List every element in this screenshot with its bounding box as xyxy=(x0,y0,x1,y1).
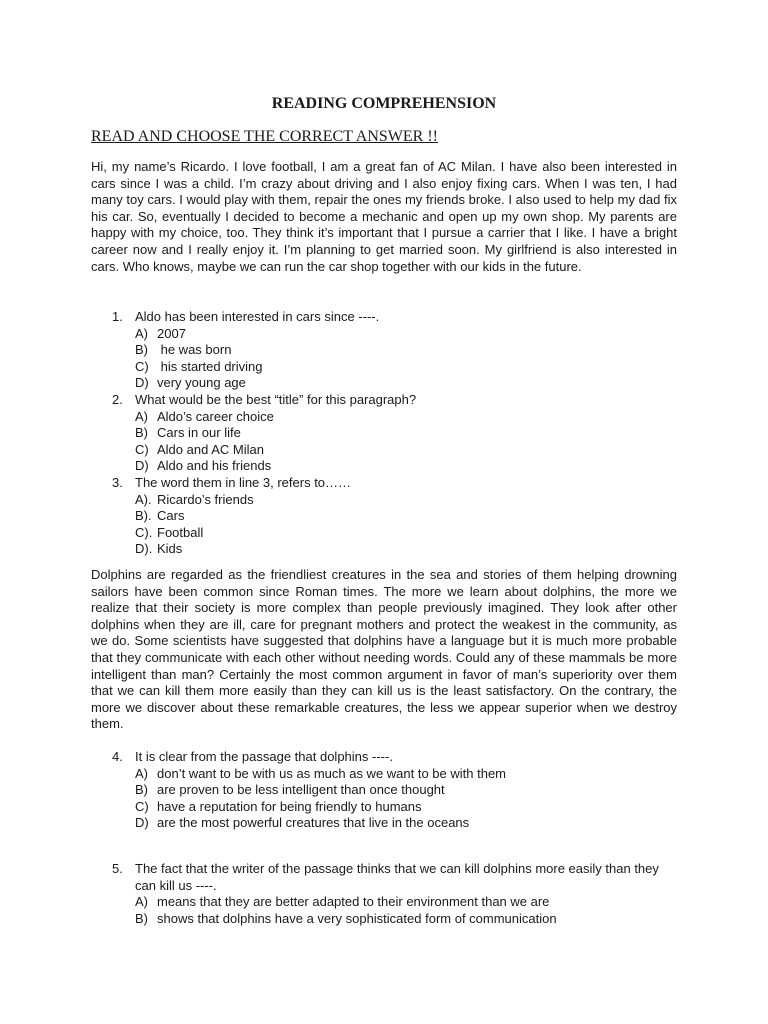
answer-option[interactable] xyxy=(91,425,681,442)
option-text: don’t want to be with us as much as we want to be with them xyxy=(157,765,507,781)
question-text: What would be the best “title” for this paragraph? xyxy=(135,391,417,407)
option-letter: A) xyxy=(135,408,148,424)
option-letter: B) xyxy=(135,910,148,926)
option-text: Cars in our life xyxy=(157,425,241,441)
option-letter: A). xyxy=(135,491,152,507)
question-list-1 xyxy=(91,309,681,558)
question-text: The word them in line 3, refers to…… xyxy=(135,474,352,490)
answer-option[interactable] xyxy=(91,442,681,459)
option-text: Cars xyxy=(157,508,185,524)
answer-option[interactable] xyxy=(91,894,681,911)
option-letter: D) xyxy=(135,375,149,391)
option-text: are proven to be less intelligent than once thought xyxy=(157,782,445,798)
reading-passage-ricardo: Hi, my name’s Ricardo. I love football, I am a great fan of AC Milan. I have also been interested in cars since I was a child. I’m crazy about driving and I also enjoy fixing cars. When I was ten, I had many toy cars. I would play with them, repair the ones my friends broke. I also used to help my dad fix his car. So, eventually I decided to become a mechanic and open up my own shop. My parents are happy with my choice, too. They think it’s important that I pursue a carrier that I like. I have a bright career now and I really enjoy it. I’m planning to get married soon. My girlfriend is also interested in cars. Who knows, maybe we can run the car shop together with our kids in the future. xyxy=(91,159,677,274)
answer-option[interactable] xyxy=(91,782,681,799)
question-text: The fact that the writer of the passage thinks that we can kill dolphins more easily than they can kill us ----. xyxy=(135,860,659,893)
option-text: his started driving xyxy=(157,358,263,374)
option-text: very young age xyxy=(157,375,246,391)
option-text: have a reputation for being friendly to humans xyxy=(157,798,422,814)
option-text: are the most powerful creatures that live in the oceans xyxy=(157,815,470,831)
question-number: 4. xyxy=(112,749,123,764)
option-text: means that they are better adapted to their environment than we are xyxy=(157,894,550,910)
answer-option[interactable] xyxy=(91,508,681,525)
option-letter: D) xyxy=(135,815,149,831)
option-letter: C) xyxy=(135,798,149,814)
option-text: he was born xyxy=(157,342,232,358)
answer-option[interactable] xyxy=(91,766,681,783)
question-text: It is clear from the passage that dolphins ----. xyxy=(135,749,393,764)
option-text: 2007 xyxy=(157,325,186,341)
answer-option[interactable] xyxy=(91,525,681,542)
option-letter: B) xyxy=(135,782,148,798)
answer-option[interactable] xyxy=(91,541,681,558)
answer-option[interactable] xyxy=(91,409,681,426)
answer-option[interactable] xyxy=(91,815,681,832)
question-number: 2. xyxy=(112,391,123,407)
option-letter: C). xyxy=(135,524,153,540)
answer-option[interactable] xyxy=(91,342,681,359)
answer-option[interactable] xyxy=(91,911,681,928)
question-item xyxy=(91,861,681,894)
option-text: Kids xyxy=(157,541,183,557)
instructions-heading: READ AND CHOOSE THE CORRECT ANSWER !! xyxy=(91,128,438,145)
page-title: READING COMPREHENSION xyxy=(271,95,497,112)
option-letter: C) xyxy=(135,441,149,457)
option-text: shows that dolphins have a very sophisticated form of communication xyxy=(157,910,557,926)
option-letter: A) xyxy=(135,894,148,910)
option-letter: D) xyxy=(135,458,149,474)
option-letter: A) xyxy=(135,765,148,781)
question-item xyxy=(91,392,681,409)
option-letter: C) xyxy=(135,358,149,374)
question-spacer xyxy=(91,832,681,861)
question-number: 5. xyxy=(112,860,123,876)
option-letter: B). xyxy=(135,508,152,524)
question-item xyxy=(91,475,681,492)
option-letter: D). xyxy=(135,541,153,557)
option-letter: B) xyxy=(135,342,148,358)
answer-option[interactable] xyxy=(91,326,681,343)
reading-passage-dolphins: Dolphins are regarded as the friendliest creatures in the sea and stories of them helping drowning sailors have been common since Roman times. The more we learn about dolphins, the more we realize that their society is more complex than people previously imagined. They look after other dolphins when they are ill, care for pregnant mothers and protect the weakest in the community, as we do. Some scientists have suggested that dolphins have a language but it is much more probable that they communicate with each other without needing words. Could any of these mammals be more intelligent than man? Certainly the most common argument in favor of man’s superiority over them that we can kill them more easily than they can kill us is the least satisfactory. On the contrary, the more we discover about these remarkable creatures, the less we appear superior when we destroy them. xyxy=(91,567,677,732)
option-text: Ricardo’s friends xyxy=(157,491,254,507)
question-item xyxy=(91,749,681,766)
answer-option[interactable] xyxy=(91,492,681,509)
question-text: Aldo has been interested in cars since ----. xyxy=(135,309,380,324)
answer-option[interactable] xyxy=(91,458,681,475)
question-number: 1. xyxy=(112,309,123,324)
answer-option[interactable] xyxy=(91,799,681,816)
option-text: Aldo’s career choice xyxy=(157,408,274,424)
option-text: Football xyxy=(157,524,204,540)
question-list-2 xyxy=(91,749,681,927)
option-letter: B) xyxy=(135,425,148,441)
question-item xyxy=(91,309,681,326)
option-text: Aldo and his friends xyxy=(157,458,272,474)
option-text: Aldo and AC Milan xyxy=(157,441,264,457)
answer-option[interactable] xyxy=(91,359,681,376)
question-number: 3. xyxy=(112,474,123,490)
answer-option[interactable] xyxy=(91,375,681,392)
option-letter: A) xyxy=(135,325,148,341)
